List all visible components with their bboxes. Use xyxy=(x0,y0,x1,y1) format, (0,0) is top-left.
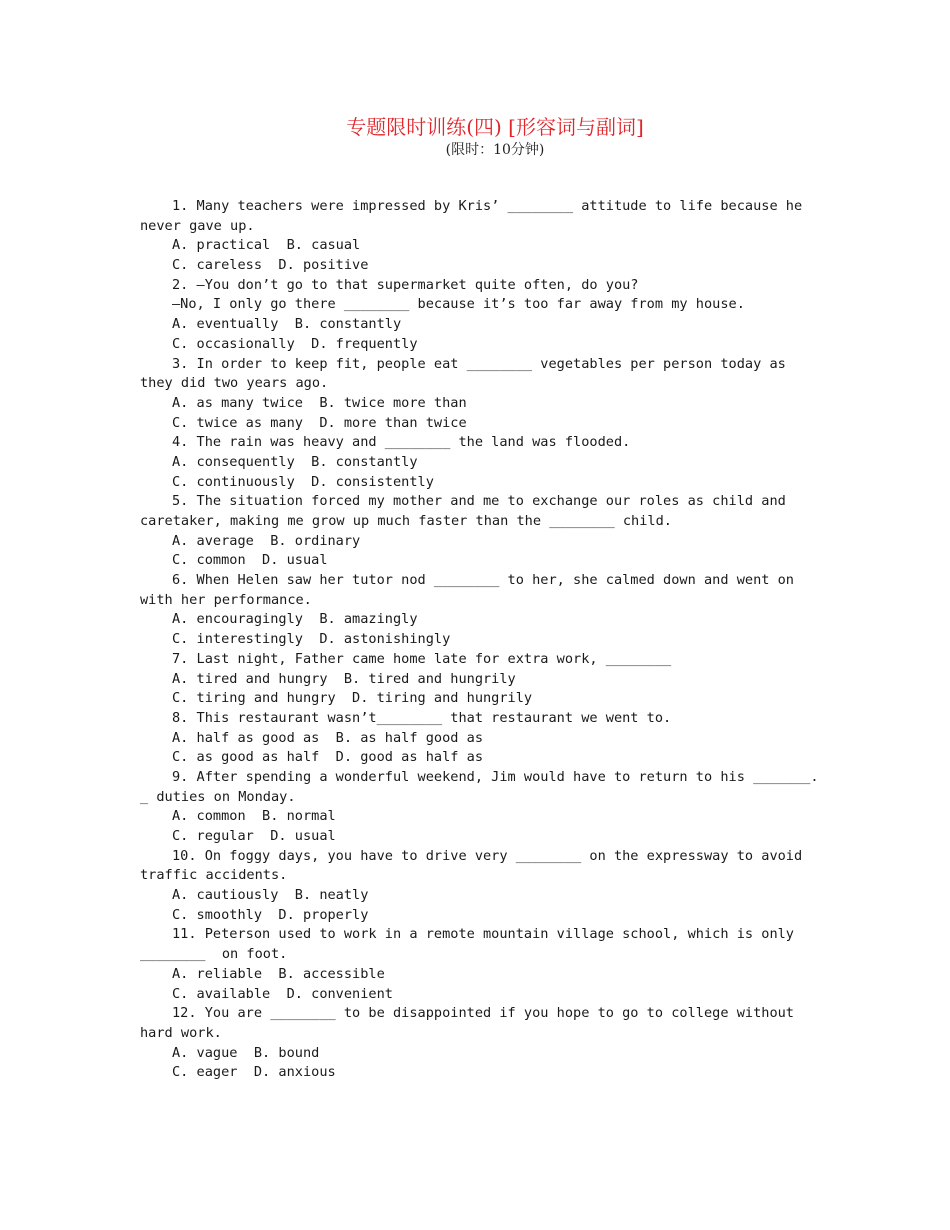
question-stem: 12. You are ________ to be disappointed if you hope to go to college without xyxy=(172,1005,794,1022)
document-title: 专题限时训练(四) [形容词与副词] xyxy=(346,115,644,139)
question-stem-continuation: with her performance. xyxy=(140,591,312,608)
question-item xyxy=(140,768,819,847)
question-stem: 5. The situation forced my mother and me to exchange our roles as child and xyxy=(172,493,786,510)
question-stem: 7. Last night, Father came home late for extra work, ________ xyxy=(172,650,672,667)
answer-options: C. available D. convenient xyxy=(172,985,393,1002)
question-stem: 9. After spending a wonderful weekend, Jim would have to return to his _______. xyxy=(172,768,819,785)
question-stem-continuation: _ duties on Monday. xyxy=(140,788,296,805)
question-item xyxy=(140,709,810,768)
time-limit-subtitle: (限时：10分钟) xyxy=(445,142,545,158)
answer-options: A. encouragingly B. amazingly xyxy=(172,611,418,628)
answer-options: C. continuously D. consistently xyxy=(172,473,434,490)
question-stem: 10. On foggy days, you have to drive very ________ on the expressway to avoid xyxy=(172,847,803,864)
question-stem-continuation: caretaker, making me grow up much faster than the ________ child. xyxy=(140,513,672,529)
question-stem: 11. Peterson used to work in a remote mountain village school, which is only xyxy=(172,926,794,943)
question-stem-continuation: never gave up. xyxy=(140,217,255,234)
question-item xyxy=(140,925,810,1004)
answer-options: C. common D. usual xyxy=(172,552,328,569)
answer-options: C. as good as half D. good as half as xyxy=(172,749,483,766)
answer-options: A. reliable B. accessible xyxy=(172,965,385,982)
answer-options: A. consequently B. constantly xyxy=(172,453,418,470)
answer-options: A. cautiously B. neatly xyxy=(172,887,369,904)
question-item xyxy=(140,847,810,926)
answer-options: A. common B. normal xyxy=(172,808,336,825)
question-stem: 3. In order to keep fit, people eat ________ vegetables per person today as xyxy=(172,355,786,372)
question-stem-continuation: hard work. xyxy=(140,1024,222,1041)
question-stem-continuation: they did two years ago. xyxy=(140,375,329,392)
question-stem-continuation: —No, I only go there ________ because it’s too far away from my house. xyxy=(172,296,745,313)
question-stem: 6. When Helen saw her tutor nod ________ to her, she calmed down and went on xyxy=(172,572,794,589)
answer-options: C. careless D. positive xyxy=(172,257,369,274)
question-item xyxy=(140,276,810,355)
question-stem: 4. The rain was heavy and ________ the land was flooded. xyxy=(172,434,631,451)
answer-options: A. as many twice B. twice more than xyxy=(172,394,467,411)
answer-options: C. eager D. anxious xyxy=(172,1064,336,1081)
answer-options: A. practical B. casual xyxy=(172,237,361,254)
question-list xyxy=(140,197,819,1083)
question-item xyxy=(140,197,810,276)
question-stem: 8. This restaurant wasn’t________ that restaurant we went to. xyxy=(172,709,672,726)
answer-options: C. occasionally D. frequently xyxy=(172,335,418,352)
question-stem-continuation: traffic accidents. xyxy=(140,867,288,884)
answer-options: A. tired and hungry B. tired and hungrily xyxy=(172,670,516,687)
question-stem-continuation: ________ on foot. xyxy=(140,946,288,963)
answer-options: C. smoothly D. properly xyxy=(172,906,369,923)
question-item xyxy=(140,571,810,650)
question-item xyxy=(140,355,810,434)
question-stem: 2. —You don’t go to that supermarket quite often, do you? xyxy=(172,276,639,293)
question-item xyxy=(140,1004,810,1083)
answer-options: A. vague B. bound xyxy=(172,1044,320,1061)
question-item xyxy=(140,650,810,709)
answer-options: C. twice as many D. more than twice xyxy=(172,414,467,431)
answer-options: C. interestingly D. astonishingly xyxy=(172,631,451,648)
answer-options: A. average B. ordinary xyxy=(172,532,361,549)
answer-options: A. half as good as B. as half good as xyxy=(172,729,483,746)
answer-options: C. regular D. usual xyxy=(172,828,336,844)
answer-options: C. tiring and hungry D. tiring and hungrily xyxy=(172,690,533,707)
question-item xyxy=(140,433,810,492)
question-item xyxy=(140,492,810,571)
answer-options: A. eventually B. constantly xyxy=(172,316,402,333)
question-stem: 1. Many teachers were impressed by Kris’ ________ attitude to life because he xyxy=(172,198,803,214)
